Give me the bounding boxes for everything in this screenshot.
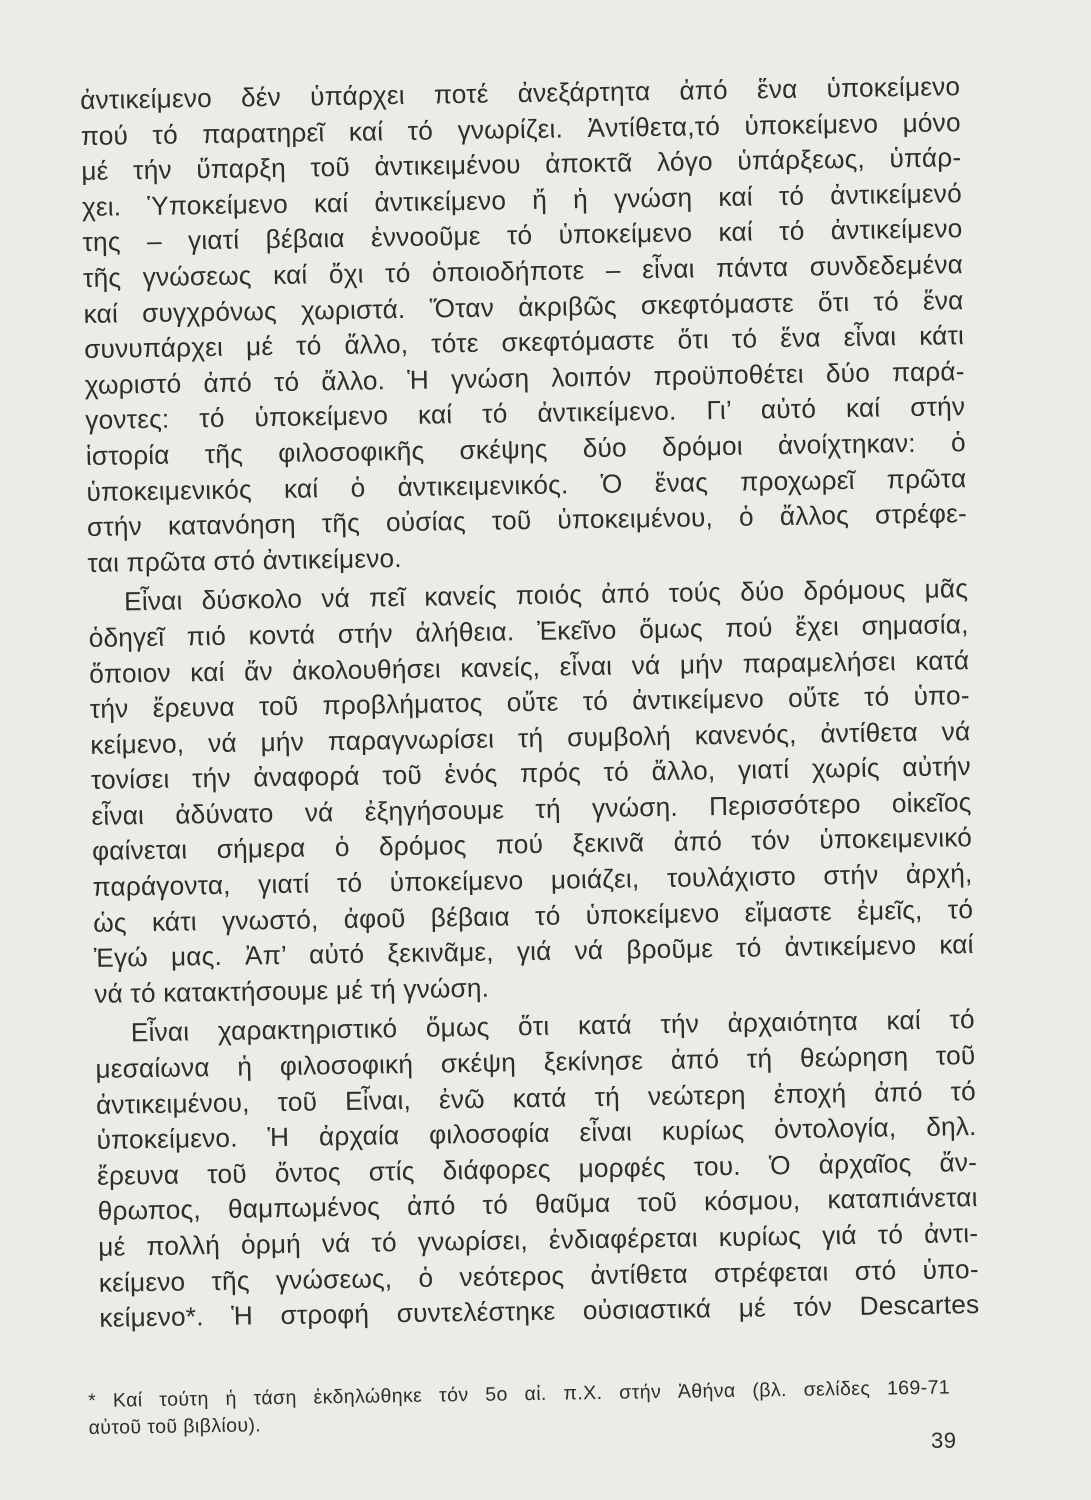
paragraph-3	[95, 1002, 980, 1336]
text-line: τῆς γνώσεως καί ὄχι τό ὁποιοδήποτε – εἶναι πάντα συνδεδεμένα	[82, 249, 964, 293]
text-line: χει. Ὑποκείμενο καί ἀντικείμενο ἤ ἡ γνώση καί τό ἀντικείμενό	[81, 177, 963, 222]
text-line: καί συγχρόνως χωριστά. Ὅταν ἀκριβῶς σκεφτόμαστε ὅτι τό ἕνα	[83, 284, 964, 329]
footnote	[88, 1374, 951, 1442]
text-line: εἶναι ἀδύνατο νά ἐξηγήσουμε τή γνώση. Περισσότερο οἰκεῖος	[91, 786, 972, 831]
text-line: ἔρευνα τοῦ ὄντος στίς διάφορες μορφές του. Ὁ ἀρχαῖος ἄν-	[96, 1146, 978, 1191]
text-line: Εἶναι χαρακτηριστικό ὅμως ὅτι κατά τήν ἀρχαιότητα καί τό	[130, 1004, 976, 1048]
text-line: κείμενο*. Ἡ στροφή συντελέστηκε οὐσιαστικά μέ τόν Descartes	[99, 1289, 980, 1334]
text-line: ὑποκείμενο. Ἡ ἀρχαία φιλοσοφία εἶναι κυρίως ὀντολογία, δηλ.	[96, 1111, 977, 1156]
text-line: φαίνεται σήμερα ὁ δρόμος πού ξεκινᾶ ἀπό τόν ὑποκειμενικό	[91, 822, 973, 867]
text-line: στήν κατανόηση τῆς οὐσίας τοῦ ὑποκειμένου, ὁ ἄλλος στρέφε-	[86, 498, 968, 543]
text-line: της – γιατί βέβαια ἐννοοῦμε τό ὑποκείμενο καί τό ἀντικείμενο	[82, 213, 963, 258]
text-line: τονίσει τήν ἀναφορά τοῦ ἑνός πρός τό ἄλλο, γιατί χωρίς αὐτήν	[90, 751, 972, 796]
text-line: μεσαίωνα ἡ φιλοσοφική σκέψη ξεκίνησε ἀπό τή θεώρηση τοῦ	[95, 1040, 976, 1084]
text-line: Εἶναι δύσκολο νά πεῖ κανείς ποιός ἀπό τούς δύο δρόμους μᾶς	[123, 573, 969, 617]
paragraph-2	[88, 571, 975, 1012]
text-line: κείμενο, νά μήν παραγνωρίσει τή συμβολή κανενός, ἀντίθετα νά	[90, 715, 971, 760]
text-line: ἱστορία τῆς φιλοσοφικῆς σκέψης δύο δρόμοι ἀνοίχτηκαν: ὁ	[85, 427, 966, 471]
page-number: 39	[931, 1428, 957, 1453]
text-line: ἀντικείμενο δέν ὑπάρχει ποτέ ἀνεξάρτητα ἀπό ἕνα ὑποκείμενο	[80, 71, 961, 115]
text-line: κείμενο τῆς γνώσεως, ὁ νεότερος ἀντίθετα στρέφεται στό ὑπο-	[98, 1253, 979, 1298]
text-line: ὁδηγεῖ πιό κοντά στήν ἀλήθεια. Ἐκεῖνο ὅμως πού ἔχει σημασία,	[88, 609, 969, 653]
paragraph-1	[80, 69, 968, 581]
text-line: μέ πολλή ὁρμή νά τό γνωρίσει, ἐνδιαφέρεται κυρίως γιά τό ἀντι-	[98, 1218, 979, 1262]
text-line: χωριστό ἀπό τό ἄλλο. Ἡ γνώση λοιπόν προϋποθέτει δύο παρά-	[84, 355, 965, 400]
text-line: ὑποκειμενικός καί ὁ ἀντικειμενικός. Ὁ ἕνας προχωρεῖ πρῶτα	[86, 462, 967, 507]
main-text	[80, 69, 980, 1336]
text-line: Ἐγώ μας. Ἀπ’ αὐτό ξεκινᾶμε, γιά νά βροῦμε τό ἀντικείμενο καί	[93, 929, 974, 974]
text-line: πού τό παρατηρεῖ καί τό γνωρίζει. Ἀντίθετα,τό ὑποκείμενο μόνο	[80, 106, 961, 151]
text-line: παράγοντα, γιατί τό ὑποκείμενο μοιάζει, τουλάχιστο στήν ἀρχή,	[92, 858, 973, 902]
text-line: νά τό κατακτήσουμε μέ τή γνώση.	[94, 972, 490, 1009]
text-line: ὅποιον καί ἄν ἀκολουθήσει κανείς, εἶναι νά μήν παραμελήσει κατά	[89, 644, 970, 689]
text-line: συνυπάρχει μέ τό ἄλλο, τότε σκεφτόμαστε ὅτι τό ἕνα εἶναι κάτι	[83, 320, 965, 365]
footnote-line: * Καί τούτη ἡ τάση ἐκδηλώθηκε τόν 5ο αἰ. π.Χ. στήν Ἀθήνα (βλ. σελίδες 169-71	[88, 1376, 951, 1412]
text-line: γοντες: τό ὑποκείμενο καί τό ἀντικείμενο. Γι’ αὐτό καί στήν	[85, 391, 966, 436]
text-line: τήν ἔρευνα τοῦ προβλήματος οὔτε τό ἀντικείμενο οὔτε τό ὑπο-	[89, 680, 970, 725]
text-line: θρωπος, θαμπωμένος ἀπό τό θαῦμα τοῦ κόσμου, καταπιάνεται	[97, 1182, 978, 1227]
footnote-line: αὐτοῦ τοῦ βιβλίου).	[88, 1414, 262, 1439]
text-line: ὡς κάτι γνωστό, ἀφοῦ βέβαια τό ὑποκείμενο εἴμαστε ἐμεῖς, τό	[92, 893, 974, 938]
text-line: μέ τήν ὕπαρξη τοῦ ἀντικειμένου ἀποκτᾶ λόγο ὑπάρξεως, ὑπάρ-	[81, 142, 962, 187]
text-line: ἀντικειμένου, τοῦ Εἶναι, ἐνῶ κατά τή νεώτερη ἐποχή ἀπό τό	[95, 1075, 977, 1120]
text-line: ται πρῶτα στό ἀντικείμενο.	[87, 542, 402, 578]
